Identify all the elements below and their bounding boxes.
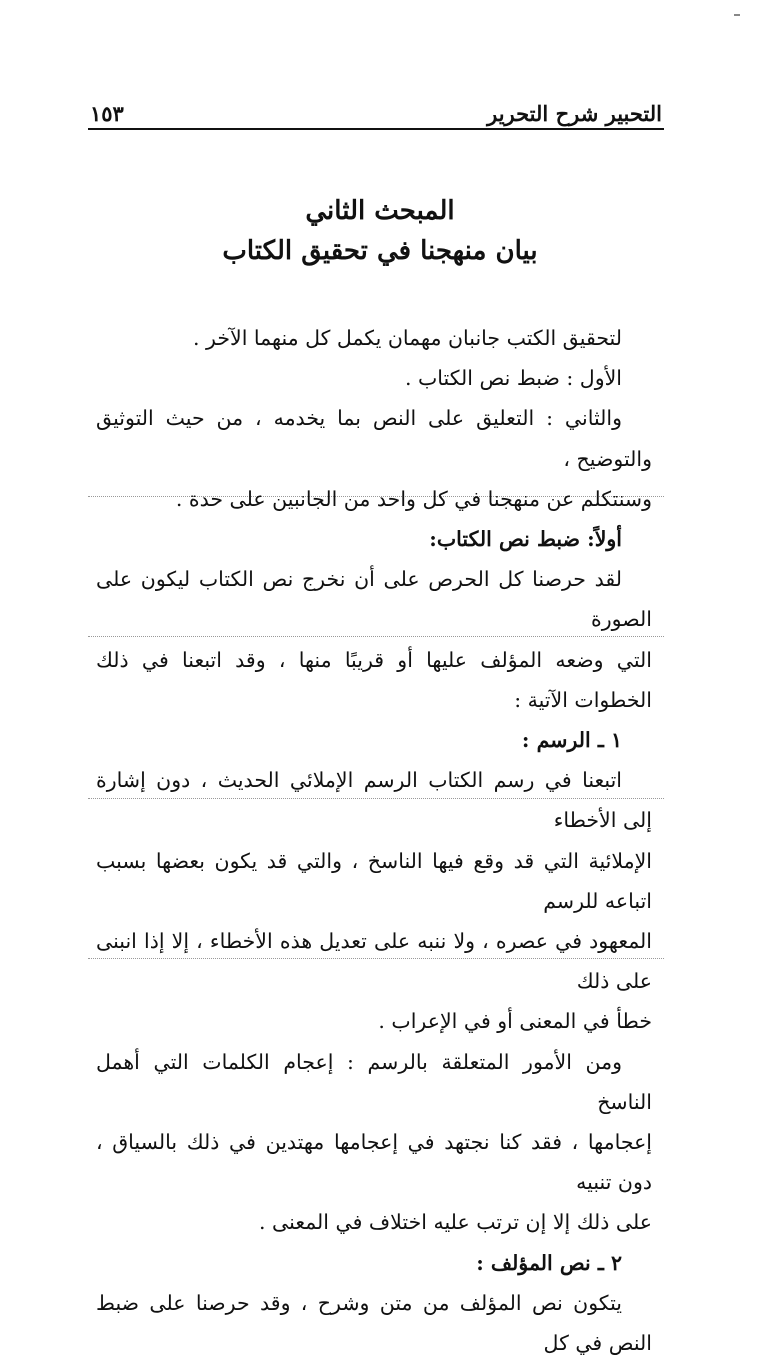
- text-line: التي وضعه المؤلف عليها أو قريبًا منها ، وقد اتبعنا في ذلك الخطوات الآتية :: [96, 647, 652, 712]
- body-text: [96, 318, 652, 1363]
- text-line: إعجامها ، فقد كنا نجتهد في إعجامها مهتدين في ذلك بالسياق ، دون تنبيه: [96, 1130, 652, 1195]
- text-line: الأول : ضبط نص الكتاب .: [404, 366, 622, 391]
- scan-artifact-mark: [734, 14, 740, 16]
- text-line: اتبعنا في رسم الكتاب الرسم الإملائي الحديث ، دون إشارة إلى الأخطاء: [96, 768, 652, 833]
- header-rule: [88, 128, 664, 130]
- subsection-heading: ١ ـ الرسم :: [521, 728, 622, 753]
- subsection-heading: ٢ ـ نص المؤلف :: [476, 1250, 622, 1275]
- page-number: ١٥٣: [90, 101, 124, 126]
- running-head-title: التحبير شرح التحرير: [487, 101, 662, 126]
- text-line: وسنتكلم عن منهجنا في كل واحد من الجانبين على حدة .: [175, 486, 652, 511]
- text-line: لقد حرصنا كل الحرص على أن نخرج نص الكتاب ليكون على الصورة: [96, 567, 652, 632]
- text-line: يتكون نص المؤلف من متن وشرح ، وقد حرصنا على ضبط النص في كل: [96, 1290, 652, 1356]
- running-head: [90, 96, 662, 126]
- text-line: على ذلك إلا إن ترتب عليه اختلاف في المعنى .: [259, 1210, 652, 1235]
- text-line: خطأ في المعنى أو في الإعراب .: [378, 1009, 652, 1034]
- chapter-subtitle: بيان منهجنا في تحقيق الكتاب: [222, 236, 538, 266]
- chapter-title: المبحث الثاني: [305, 196, 455, 226]
- text-line: لتحقيق الكتب جانبان مهمان يكمل كل منهما الآخر .: [192, 326, 622, 350]
- text-line: الإملائية التي قد وقع فيها الناسخ ، والتي قد يكون بعضها بسبب اتباعه للرسم: [96, 848, 652, 913]
- text-line: المعهود في عصره ، ولا ننبه على تعديل هذه الأخطاء ، إلا إذا انبنى على ذلك: [96, 929, 652, 994]
- text-line: والثاني : التعليق على النص بما يخدمه ، من حيث التوثيق والتوضيح ،: [96, 406, 652, 471]
- section-heading: أولاً: ضبط نص الكتاب:: [429, 527, 622, 552]
- text-line: ومن الأمور المتعلقة بالرسم : إعجام الكلمات التي أهمل الناسخ: [96, 1049, 652, 1114]
